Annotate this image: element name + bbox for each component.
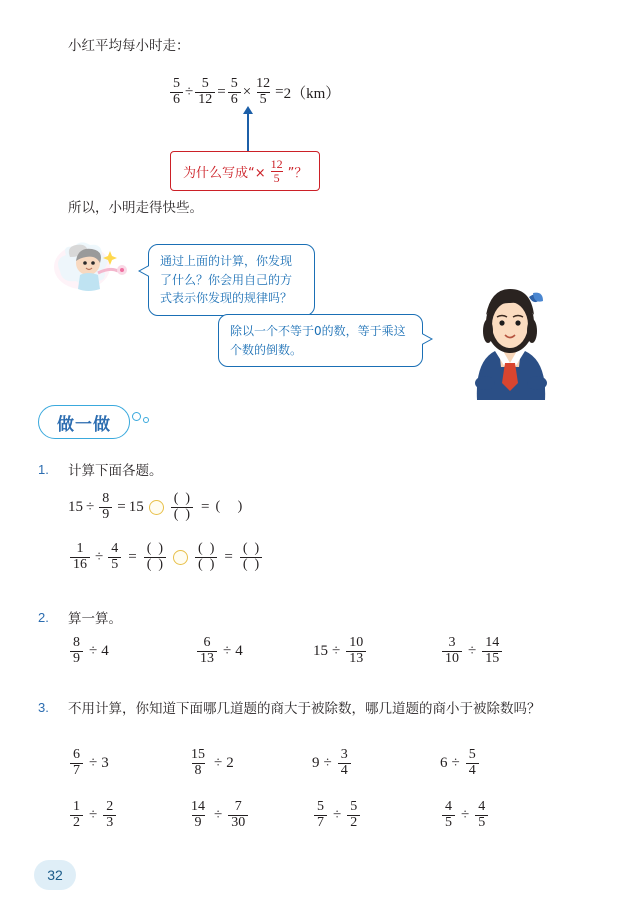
- ex3r2i4-op: ÷: [461, 806, 470, 823]
- exercise-2-prompt: 算一算。: [68, 611, 122, 627]
- bubble-tail-1-inner: [140, 265, 151, 277]
- bubble2-text: 除以一个不等于0的数，等于乘这个数的倒数。: [230, 324, 406, 357]
- ex3r1i3-op: ÷: [323, 754, 332, 771]
- ex3r1i4-a: 6: [440, 754, 448, 771]
- fraction-5-6-b: $\frac{5}{6}$: [228, 77, 241, 107]
- fairy-illustration: [52, 237, 147, 299]
- ex1r1-eq2: =: [201, 498, 210, 515]
- ex3r2i1-op: ÷: [89, 806, 98, 823]
- girl-illustration: [455, 275, 565, 400]
- ex3r2i3-fraction-a: $\frac{5}{7}$: [314, 800, 327, 830]
- operator-times: ×: [242, 83, 252, 100]
- ex1r2-eq1: =: [128, 548, 137, 565]
- ex3r2i2-fraction-b: $\frac{7}{30}$: [228, 800, 248, 830]
- ex2i1-b: 4: [101, 642, 109, 659]
- exercise-3-item-5: [68, 800, 118, 830]
- page-number: 32: [34, 860, 76, 890]
- ex2i1-op: ÷: [89, 642, 98, 659]
- ex1r1-a: 15: [68, 498, 83, 515]
- ex1r2-blank-2[interactable]: $\frac{( )}{( )}$: [195, 542, 217, 572]
- ex3r2i2-op: ÷: [214, 806, 223, 823]
- ex1r2-operator-blank[interactable]: [173, 550, 188, 565]
- exercise-1-row-1: [68, 492, 242, 522]
- why-prefix: 为什么写成“×: [183, 165, 266, 181]
- ex3r2i1-fraction-b: $\frac{2}{3}$: [103, 800, 116, 830]
- bubble1-text: 通过上面的计算，你发现了什么？你会用自己的方式表示你发现的规律吗？: [160, 254, 293, 306]
- speech-bubble-question: [148, 244, 315, 316]
- why-question-box: [170, 151, 320, 191]
- fraction-12-5-red: $\frac{12}{5}$: [270, 157, 283, 185]
- exercise-3-item-4: [440, 748, 481, 778]
- ex3r2i3-op: ÷: [333, 806, 342, 823]
- exercise-3-prompt: 不用计算，你知道下面哪几道题的商大于被除数，哪几道题的商小于被除数吗？: [68, 701, 541, 717]
- exercise-2-item-3: [313, 636, 368, 666]
- ex2i2-b: 4: [235, 642, 243, 659]
- ex3r2i2-fraction-a: $\frac{14}{9}$: [191, 799, 205, 830]
- ex1r1-eq: =: [117, 498, 126, 515]
- exercise-3-item-6: [186, 800, 250, 830]
- ex2i2-op: ÷: [223, 642, 232, 659]
- ex3r1i4-fraction: $\frac{5}{4}$: [466, 748, 479, 778]
- ex3r2i1-fraction-a: $\frac{1}{2}$: [70, 800, 83, 830]
- intro-line: 小红平均每小时走：: [68, 38, 190, 54]
- ex1r1-b: 15: [128, 498, 144, 515]
- equation-result: 2（km）: [283, 85, 341, 102]
- do-it-dot-1: [132, 412, 141, 421]
- ex2i3-fraction: $\frac{10}{13}$: [346, 636, 366, 666]
- exercise-1-row-2: [68, 542, 264, 572]
- exercise-2-item-1: [68, 636, 109, 666]
- ex3r1i1-b: 3: [101, 754, 109, 771]
- ex1r2-div: ÷: [95, 548, 104, 565]
- ex3r1i2-op: ÷: [214, 754, 223, 771]
- do-it-dot-2: [143, 417, 149, 423]
- exercise-3-item-1: [68, 748, 109, 778]
- ex1r1-num-blank[interactable]: ( ): [173, 491, 191, 506]
- speech-bubble-rule: [218, 314, 423, 367]
- ex2i2-fraction: $\frac{6}{13}$: [197, 636, 217, 666]
- exercise-3-item-7: [312, 800, 362, 830]
- ex3r1i2-fraction: $\frac{15}{8}$: [191, 747, 205, 778]
- ex2i4-fraction-b: $\frac{14}{15}$: [482, 636, 502, 666]
- ex1r2-blank-3[interactable]: $\frac{( )}{( )}$: [240, 542, 262, 572]
- ex3r2i4-fraction-b: $\frac{4}{5}$: [475, 800, 488, 830]
- exercise-3-item-3: [312, 748, 353, 778]
- ex1r1-den-blank[interactable]: ( ): [171, 507, 193, 523]
- callout-arrow-icon: [247, 112, 249, 152]
- ex3r1i3-fraction: $\frac{3}{4}$: [338, 748, 351, 778]
- do-it-label: 做一做: [57, 414, 111, 435]
- ex1r2-eq2: =: [224, 548, 233, 565]
- bubble-tail-2-inner: [420, 333, 431, 345]
- ex1r1-fraction-blank[interactable]: [171, 492, 193, 522]
- ex3r1i1-op: ÷: [89, 754, 98, 771]
- ex3r1i1-fraction: $\frac{6}{7}$: [70, 748, 83, 778]
- ex1r2-fraction-4-5: $\frac{4}{5}$: [108, 542, 121, 572]
- ex1r1-fraction-8-9: $\frac{8}{9}$: [99, 492, 112, 522]
- exercise-2-item-2: [195, 636, 243, 666]
- ex1r1-answer-blank[interactable]: ( ): [215, 499, 243, 515]
- exercise-3-number: 3.: [38, 700, 49, 715]
- ex2i3-op: ÷: [332, 642, 341, 659]
- equals-1: =: [217, 83, 226, 100]
- ex1r1-operator-blank[interactable]: [149, 500, 164, 515]
- ex2i1-fraction: $\frac{8}{9}$: [70, 636, 83, 666]
- ex3r1i2-b: 2: [226, 754, 234, 771]
- exercise-1-prompt: 计算下面各题。: [68, 463, 163, 479]
- ex1r2-blank-1[interactable]: $\frac{( )}{( )}$: [144, 542, 166, 572]
- conclusion-line: 所以，小明走得快些。: [68, 200, 203, 216]
- exercise-2-number: 2.: [38, 610, 49, 625]
- main-equation: [168, 77, 340, 107]
- why-suffix: ”？: [287, 165, 308, 181]
- ex1r2-fraction-7-16: $\frac{1}{16}$: [70, 542, 90, 572]
- ex1r1-div: ÷: [86, 498, 95, 515]
- do-it-header: [38, 405, 148, 439]
- fraction-12-5: $\frac{12}{5}$: [256, 76, 271, 107]
- ex2i3-a: 15: [313, 642, 328, 659]
- fraction-5-12: $\frac{5}{12}$: [195, 77, 215, 107]
- ex2i4-fraction-a: $\frac{3}{10}$: [442, 636, 462, 666]
- exercise-3-item-8: [440, 800, 490, 830]
- ex3r2i4-fraction-a: $\frac{4}{5}$: [442, 800, 455, 830]
- ex3r2i3-fraction-b: $\frac{5}{2}$: [347, 800, 360, 830]
- exercise-3-item-2: [186, 748, 234, 778]
- exercise-1-number: 1.: [38, 462, 49, 477]
- operator-divide-1: ÷: [185, 83, 194, 100]
- ex2i4-op: ÷: [468, 642, 477, 659]
- ex3r1i3-a: 9: [312, 754, 320, 771]
- exercise-2-item-4: [440, 636, 504, 666]
- equals-2: =: [275, 83, 284, 100]
- ex3r1i4-op: ÷: [451, 754, 460, 771]
- fraction-5-6: $\frac{5}{6}$: [170, 77, 183, 107]
